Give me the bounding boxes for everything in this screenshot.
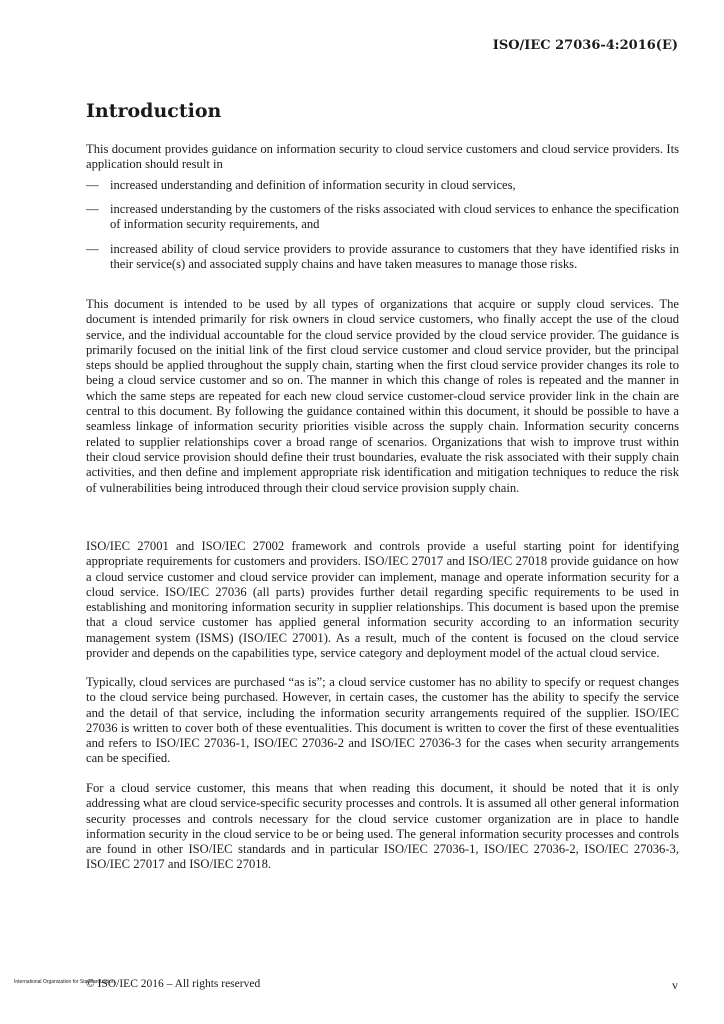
body-paragraph: ISO/IEC 27001 and ISO/IEC 27002 framework and controls provide a useful starting point for identifying appropriate requirements for customers and providers. ISO/IEC 27017 and ISO/IEC 27018 provide guidance on how a cloud service customer and cloud service provider can implement, manage and operate information security for a cloud service. ISO/IEC 27036 (all parts) provides further detail regarding specific requirements to be used in establishing and monitoring information security in supplier relationships. This document is based upon the premise that a cloud service customer has applied general information security according to an information security management system (ISMS) (ISO/IEC 27001). As a result, much of the content is focused on the cloud service provider and depends on the capabilities type, service category and deployment model of the actual cloud service. (86, 539, 679, 661)
bullet-dash: — (86, 242, 99, 256)
bullet-text: increased understanding and definition of information security in cloud services, (110, 178, 516, 192)
bullet-dash: — (86, 178, 99, 192)
bullet-item (86, 178, 679, 193)
bullet-text: increased understanding by the customers of the risks associated with cloud services to enhance the specification of information security requirements, and (110, 202, 679, 232)
bullet-dash: — (86, 202, 99, 216)
body-paragraph: For a cloud service customer, this means that when reading this document, it should be noted that it is only addressing what are cloud service-specific security processes and controls. It is assumed all other general information security processes and controls necessary for the cloud service customer organization are in place to handle information security in the cloud service to be or being used. The general information security processes and controls are found in other ISO/IEC standards and in particular ISO/IEC 27036-1, ISO/IEC 27036-2, ISO/IEC 27036-3, ISO/IEC 27017 and ISO/IEC 27018. (86, 781, 679, 872)
body-paragraph: Typically, cloud services are purchased “as is”; a cloud service customer has no ability to specify or request changes to the cloud service being purchased. However, in certain cases, the customer has the ability to specify the service and the detail of that service, including the information security arrangements required of the supplier. ISO/IEC 27036 is written to cover both of these eventualities. This document is written to cover the first of these eventualities and refers to ISO/IEC 27036-1, ISO/IEC 27036-2 and ISO/IEC 27036-3 for the cases when security arrangements can be specified. (86, 675, 679, 766)
body-paragraph: This document is intended to be used by all types of organizations that acquire or supply cloud services. The document is intended primarily for risk owners in cloud service customers, who finally accept the use of the cloud service, and the individual accountable for the cloud service provided by the cloud service provider. The guidance is primarily focused on the initial link of the first cloud service customer and cloud service provider, but the principal steps should be applied throughout the supply chain, starting when the first cloud service provider changes its role to being a cloud service customer and so on. The manner in which this change of roles is repeated and the manner in which the same steps are repeated for each new cloud service customer-cloud service provider link in the chain are central to this document. By following the guidance contained within this document, it should be possible to have a seamless linkage of information security priorities visible across the supply chain. Information security concerns related to supplier relationships cover a broad range of scenarios. Organizations that wish to improve trust within their cloud service provision should define their trust boundaries, evaluate the risk associated with their supply chain activities, and then define and implement appropriate risk identification and mitigation techniques to reduce the risk of vulnerabilities being introduced through their cloud service provision supply chain. (86, 297, 679, 495)
section-title: Introduction (86, 100, 222, 122)
bullet-text: increased ability of cloud service providers to provide assurance to customers that they have identified risks in their service(s) and associated supply chains and have taken measures to manage those risks. (110, 242, 679, 272)
page-number: v (672, 978, 678, 992)
bullet-item (86, 202, 679, 233)
footer-org: International Organization for Standardization (14, 979, 115, 985)
footer-copyright: © ISO/IEC 2016 – All rights reserved (86, 978, 261, 990)
document-id-header: ISO/IEC 27036-4:2016(E) (492, 38, 678, 53)
intro-paragraph: This document provides guidance on information security to cloud service customers and cloud service providers. Its application should result in (86, 142, 679, 172)
bullet-item (86, 242, 679, 273)
